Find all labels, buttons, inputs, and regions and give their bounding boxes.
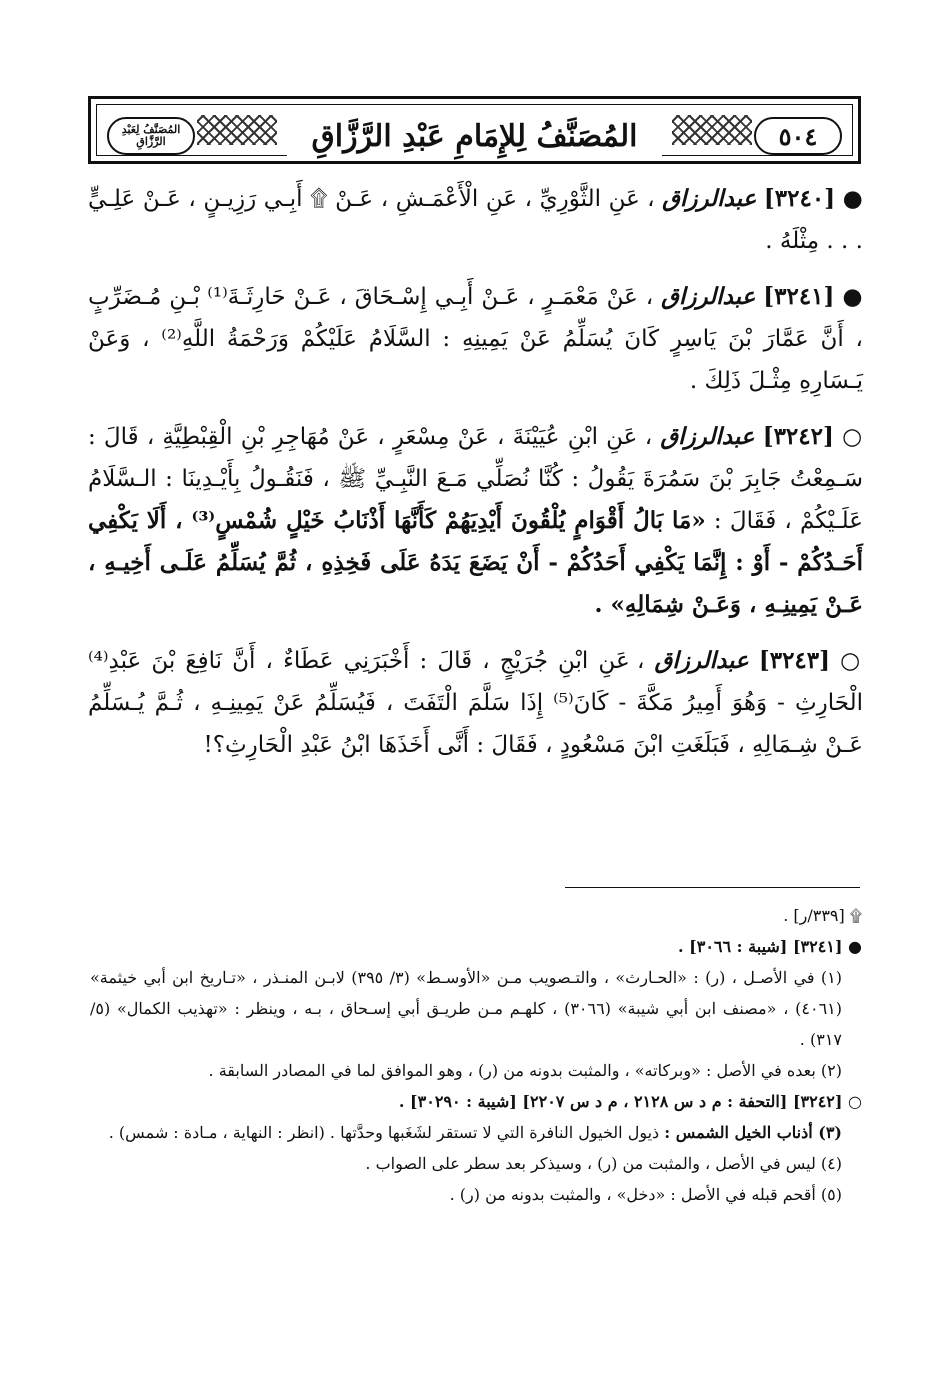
hadith-number: [٣٢٤٠] xyxy=(763,185,836,212)
hadith-entry xyxy=(88,178,863,262)
footnote: (٥) أقحم قبله في الأصل : «دخل» ، والمثبت بدونه من (ر) . xyxy=(449,1185,842,1204)
hadith-number: [٣٢٤٣] xyxy=(758,647,831,674)
footnote: (٢) بعده في الأصل : «وبركاته» ، والمثبت بدونه من (ر) ، وهو الموافق لما في المصادر السابقة . xyxy=(208,1061,842,1080)
running-title: المُصَنَّفُ لِلإِمَامِ عَبْدِ الرَّزَّاقِ xyxy=(287,113,662,159)
ornament-left-band xyxy=(197,115,277,145)
entry-marker: ○ xyxy=(840,648,864,674)
footnote-ref: ○ [٣٢٤٢] [التحفة : م د س ٢١٢٨ ، م د س ٢٢٠٧] [شيبة : ٣٠٢٩٠] . xyxy=(398,1092,862,1111)
author-name: عبدالرزاق xyxy=(660,423,755,450)
entry-marker: ○ xyxy=(842,424,864,450)
page-number-cartouche xyxy=(754,117,842,155)
hadith-entry xyxy=(88,276,863,402)
footnote-ref: ۩ [٣٣٩/ر] . xyxy=(783,906,862,925)
book-seal xyxy=(107,117,195,155)
footnote-ref: ● [٣٢٤١] [شيبة : ٣٠٦٦] . xyxy=(678,937,862,956)
footnote-term: (٣) أذناب الخيل الشمس : xyxy=(664,1123,842,1142)
entry-marker: ● xyxy=(842,186,863,212)
hadith-text: ، عَنِ الثَّوْرِيِّ ، عَنِ الْأَعْمَـشِ ، عَـنْ ۩ أَبِـي رَزِيـنٍ ، عَـنْ عَلِـيٍّ . . . مِثْلَهُ . xyxy=(88,186,863,254)
hadith-text: ، عَنِ ابْنِ عُيَيْنَةَ ، عَنْ مِسْعَرٍ ، عَنْ مُهَاجِرِ بْنِ الْقِبْطِيَّةِ ، قَالَ : سَـمِعْتُ جَابِرَ بْنَ سَمُرَةَ يَقُولُ : كُنَّا نُصَلِّي مَـعَ النَّبِـيِّ ﷺ ، فَنَقُـولُ بِأَيْـدِينَا : الـسَّلَامُ عَلَـيْكُمْ ، فَقَالَ : xyxy=(88,424,864,534)
entry-marker: ● xyxy=(842,284,864,310)
footnote xyxy=(90,1117,862,1148)
page-number: ٥٠٤ xyxy=(778,121,818,151)
hadith-number: [٣٢٤١] xyxy=(763,283,835,310)
author-name: عبدالرزاق xyxy=(662,185,757,212)
hadith-entry xyxy=(88,416,863,626)
header-frame xyxy=(96,104,853,156)
ornament-right-band xyxy=(672,115,752,145)
hadith-number: [٣٢٤٢] xyxy=(762,423,834,450)
prophetic-quote: «مَا بَالُ أَقْوَامٍ يُلْقُونَ أَيْدِيَهُمْ كَأَنَّهَا أَذْنَابُ خَيْلٍ شُمْسٍ⁽³⁾ ، أَلَا يَكْفِي أَحَـدُكُمْ - أَوْ : إِنَّمَا يَكْفِي أَحَدُكُمْ - أَنْ يَضَعَ يَدَهُ عَلَى فَخِذِهِ ، ثُمَّ يُسَلِّمُ عَلَـى أَخِيـهِ ، عَـنْ يَمِينِـهِ ، وَعَـنْ شِمَالِهِ» . xyxy=(88,507,863,618)
hadith-text: ، عَنِ ابْنِ جُرَيْجٍ ، قَالَ : أَخْبَرَنِي عَطَاءٌ ، أَنَّ نَافِعَ بْنَ عَبْدِ⁽⁴⁾ الْحَارِثِ - وَهُوَ أَمِيرُ مَكَّةَ - كَانَ⁽⁵⁾ إِذَا سَلَّمَ الْتَفَتَ ، فَيُسَلِّمُ عَنْ يَمِينِـهِ ، ثُـمَّ يُـسَلِّمُ عَـنْ شِـمَالِهِ ، فَبَلَغَتِ ابْنَ مَسْعُودٍ ، فَقَالَ : أَنَّى أَخَذَهَا ابْنُ عَبْدِ الْحَارِثِ؟! xyxy=(88,648,863,758)
footnote-divider xyxy=(565,887,860,888)
footnote: (٤) ليس في الأصل ، والمثبت من (ر) ، وسيذكر بعد سطر على الصواب . xyxy=(365,1154,842,1173)
hadith-entry xyxy=(88,640,863,766)
footnote-text: ذيول الخيول النافرة التي لا تستقر لشَغَبها وحدَّتها . (انظر : النهاية ، مـادة : شمس) . xyxy=(108,1123,660,1142)
author-name: عبدالرزاق xyxy=(661,283,756,310)
seal-text: المُصَنَّفُ لِعَبْدِ الرَّزَّاقِ xyxy=(121,123,181,148)
main-text xyxy=(88,178,863,780)
page-header xyxy=(88,96,861,164)
hadith-text: ، عَنْ مَعْمَـرٍ ، عَـنْ أَبِـي إِسْـحَاقَ ، عَـنْ حَارِثَـةَ⁽¹⁾ بْـنِ مُـضَرِّبٍ ، أَنَّ عَمَّارَ بْنَ يَاسِرٍ كَانَ يُسَلِّمُ عَنْ يَمِينِهِ : السَّلَامُ عَلَيْكُمْ وَرَحْمَةُ اللَّهِ⁽²⁾ ، وَعَنْ يَـسَارِهِ مِثْـلَ ذَلِكَ . xyxy=(88,284,863,394)
author-name: عبدالرزاق xyxy=(654,647,749,674)
footnote: (١) في الأصـل ، (ر) : «الحـارث» ، والتـصويب مـن «الأوسـط» (٣/ ٣٩٥) لابـن المنـذر ، «تـاريخ ابن أبي خيثمة» (٤٠٦١) ، «مصنف ابن أبي شيبة» (٣٠٦٦) ، كلهـم مـن طريـق أبي إسـحاق ، بـه ، وينظر : «تهذيب الكمال» (٥/ ٣١٧) . xyxy=(90,968,843,1049)
footnotes xyxy=(90,900,862,1210)
